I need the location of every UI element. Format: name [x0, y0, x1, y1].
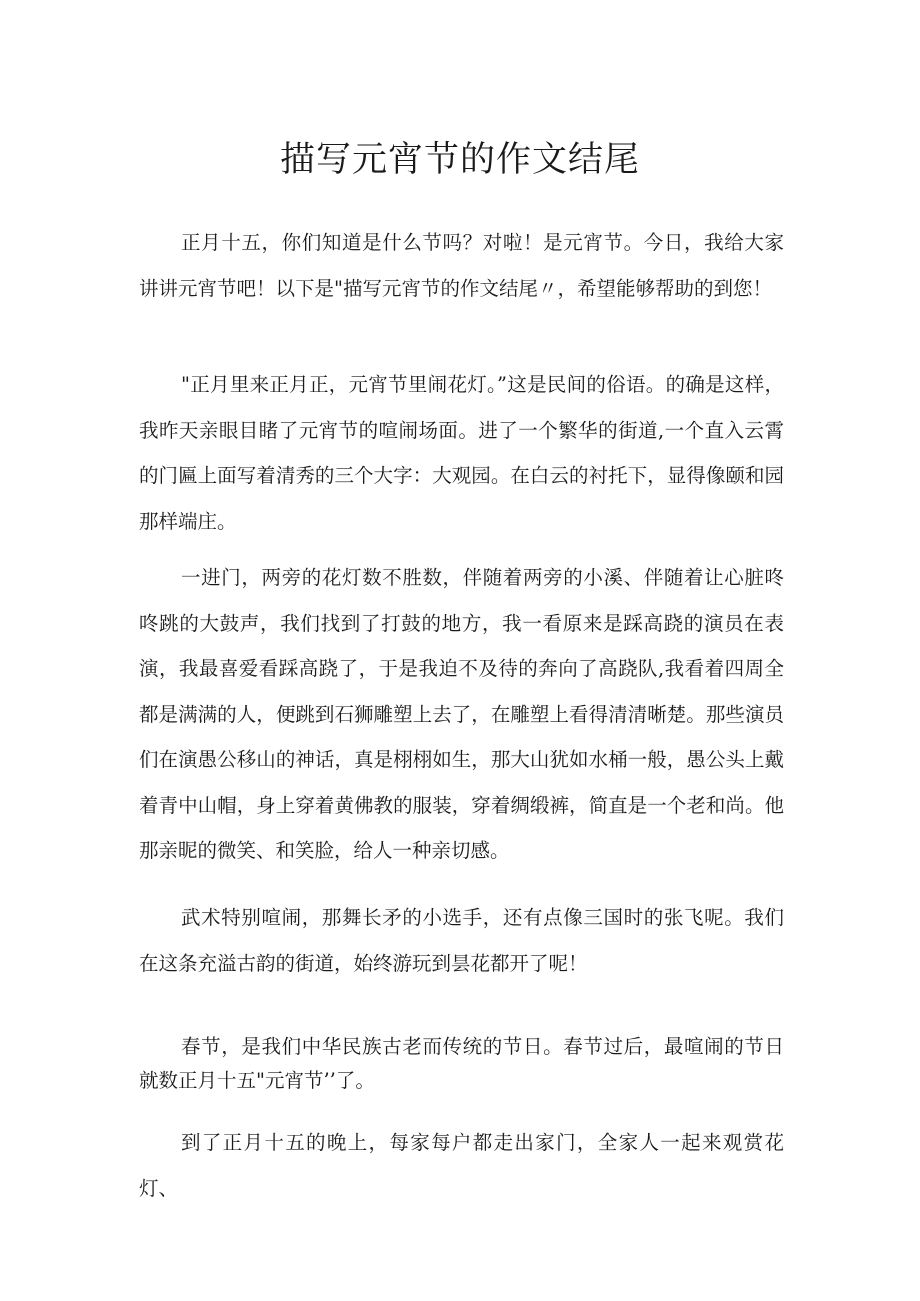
paragraph-folk-saying: "正月里来正月正，元宵节里闹花灯。”这是民间的俗语。的确是这样，我昨天亲眼目睹了元宵节的喧闹场面。进了一个繁华的街道,一个直入云霄的门匾上面写着清秀的三个大字：大观园。在白云的衬托下，显得像颐和园那样端庄。	[139, 373, 784, 533]
paragraph-intro: 正月十五，你们知道是什么节吗？对啦！是元宵节。今日，我给大家讲讲元宵节吧！以下是"描写元宵节的作文结尾〃，希望能够帮助的到您！	[139, 231, 784, 300]
paragraph-lanterns: 到了正月十五的晚上，每家每户都走出家门，全家人一起来观赏花灯、	[139, 1131, 784, 1200]
document-title: 描写元宵节的作文结尾	[279, 140, 640, 180]
paragraph-stilts: 一进门，两旁的花灯数不胜数，伴随着两旁的小溪、伴随着让心脏咚咚跳的大鼓声，我们找到了打鼓的地方，我一看原来是踩高跷的演员在表演，我最喜爱看踩高跷了，于是我迫不及待的奔向了高跷队,我看着四周全都是满满的人，便跳到石狮雕塑上去了，在雕塑上看得清清晰楚。那些演员们在演愚公移山的神话，真是栩栩如生，那大山犹如水桶一般，愚公头上戴着青中山帽，身上穿着黄佛教的服装，穿着绸缎裤，简直是一个老和尚。他那亲昵的微笑、和笑脸，给人一种亲切感。	[139, 566, 784, 862]
paragraph-martial-arts: 武术特别喧闹，那舞长矛的小选手，还有点像三国时的张飞呢。我们在这条充溢古韵的街道，始终游玩到昙花都开了呢！	[139, 906, 784, 975]
paragraph-spring-festival: 春节，是我们中华民族古老而传统的节日。春节过后，最喧闹的节日就数正月十五"元宵节’’了。	[139, 1035, 784, 1092]
